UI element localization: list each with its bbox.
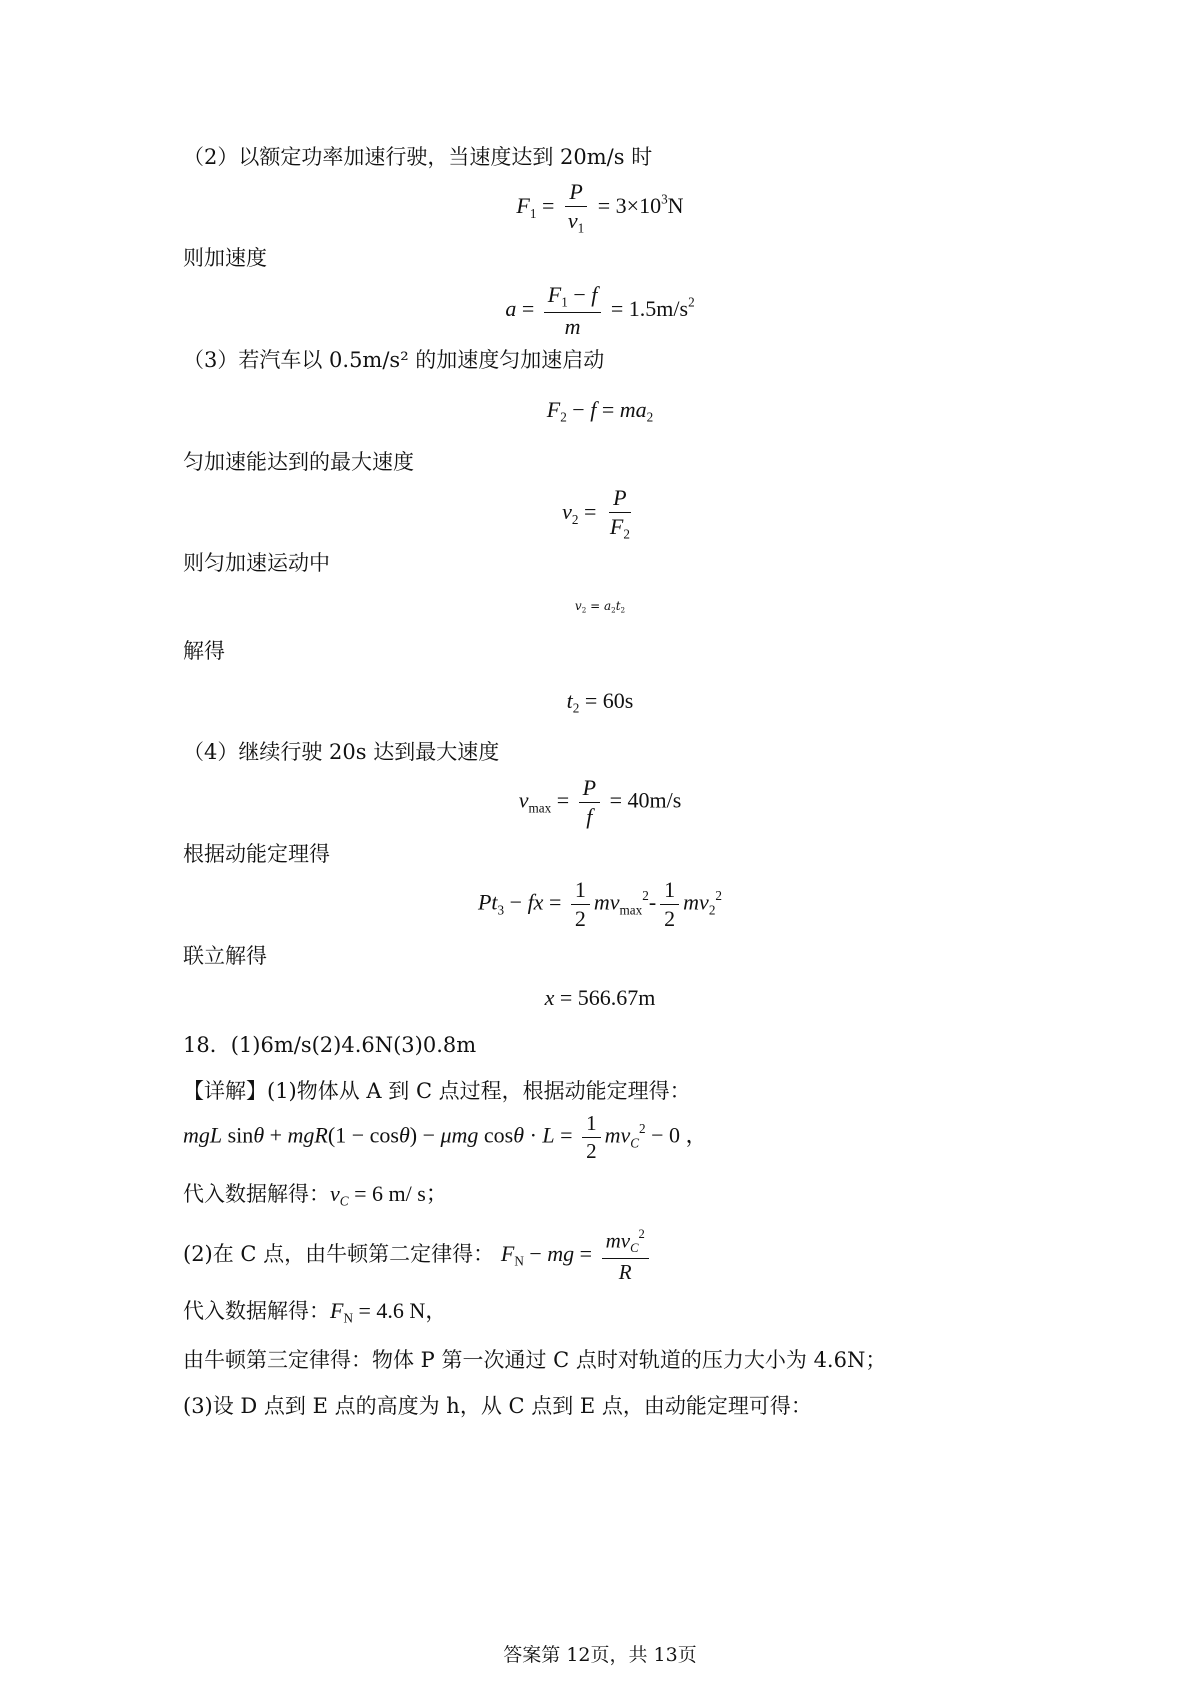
- equation-acceleration: a = $\frac{F_1 - f}{m}$ = $1.5m/s^2$: [505, 282, 695, 340]
- section-4-intro: （4）继续行驶 20s 达到最大速度: [183, 740, 500, 764]
- q18-part2: (2)在 C 点，由牛顿第二定律得： $F_N$ − mg = $\frac{mv_C^2}{R}$: [183, 1228, 653, 1284]
- max-uniform-speed-label: 匀加速能达到的最大速度: [183, 450, 414, 474]
- kinetic-theorem-label: 根据动能定理得: [183, 842, 330, 866]
- q18-part1-intro: 【详解】(1)物体从 A 到 C 点过程，根据动能定理得：: [183, 1079, 691, 1103]
- equation-F2: $F_2 - f = ma_2$: [546, 397, 654, 425]
- section-2-intro: （2）以额定功率加速行驶，当速度达到 20m/s 时: [183, 145, 653, 169]
- FN-result: 代入数据解得：$F_N = 4.6$ N，: [183, 1298, 448, 1326]
- then-acceleration-label: 则加速度: [183, 246, 267, 270]
- equation-x: x = 566.67m: [544, 985, 656, 1010]
- equation-v2-a2t2: $v_2 = a_2t_2$: [574, 599, 626, 615]
- section-3-intro: （3）若汽车以 0.5m/s² 的加速度匀加速启动: [183, 348, 605, 372]
- equation-t2: $t_2 = 60s$: [566, 688, 634, 716]
- vC-result: 代入数据解得：$v_C = 6$ m/ s；: [183, 1181, 448, 1209]
- equation-energy-AC: mgL sinθ + mgR(1 − cosθ) − μmg cosθ · L = $\frac{1}{2}$ $mv_C^2 - 0$ ，: [183, 1111, 708, 1164]
- equation-F1: $F_1$ = $\frac{P}{v_1}$ = $3\times 10^3N$: [516, 179, 684, 236]
- equation-kinetic-energy: $Pt_3$ − fx = $\frac{1}{2}$ $mv_{max}^2-$ $\frac{1}{2}$ $mv_2^2$: [477, 877, 723, 932]
- solve-label-1: 解得: [183, 639, 225, 663]
- q18-answer: 18．(1)6m/s(2)4.6N(3)0.8m: [183, 1033, 477, 1057]
- detail-tag: 【详解】: [183, 1079, 267, 1103]
- q18-part3-intro: (3)设 D 点到 E 点的高度为 h，从 C 点到 E 点，由动能定理可得：: [183, 1394, 812, 1418]
- uniform-motion-label: 则匀加速运动中: [183, 551, 330, 575]
- combined-solve-label: 联立解得: [183, 944, 267, 968]
- equation-v2: $v_2$ = $\frac{P}{F_2}$: [562, 485, 630, 542]
- equation-vmax: $v_{max}$ = $\frac{P}{f}$ = 40m/s: [518, 775, 682, 830]
- page-footer: 答案第 12页，共 13页: [503, 1644, 697, 1666]
- third-law-statement: 由牛顿第三定律得：物体 P 第一次通过 C 点时对轨道的压力大小为 4.6N；: [183, 1348, 887, 1372]
